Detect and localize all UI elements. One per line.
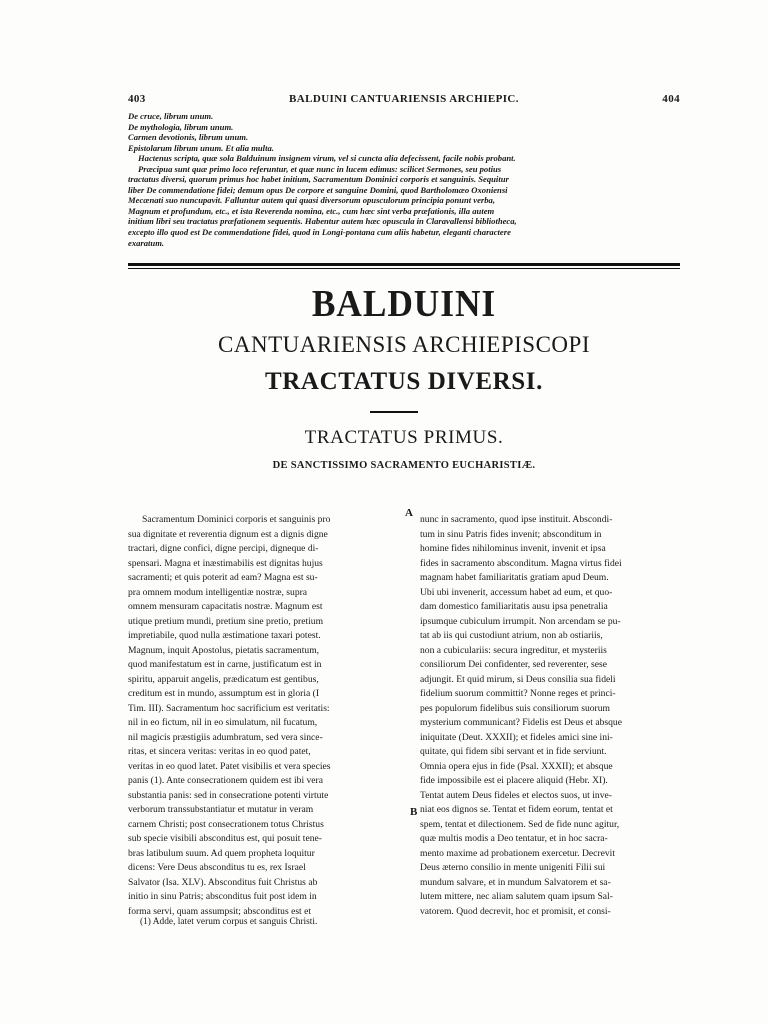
preliminary-notes bbox=[128, 111, 680, 248]
text-line: adjungit. Et quid mirum, si Deus consilia sua fideli bbox=[420, 673, 616, 685]
text-line: iniquitate (Deut. XXXII); et fideles amici sine ini- bbox=[420, 731, 613, 743]
text-line: sub specie visibili absconditus est, qui posuit tene- bbox=[128, 833, 322, 844]
text-line: spem, tentat et dilectionem. Sed de fide nunc agitur, bbox=[420, 818, 620, 830]
text-line: Tentat autem Deus fideles et electos suos, ut inve- bbox=[420, 789, 612, 801]
text-line: Omnia opera ejus in fide (Psal. XXXII); et absque bbox=[420, 760, 613, 772]
text-line: mundum salvare, et in mundum Salvatorem et sa- bbox=[420, 876, 611, 888]
text-line: fide impossibile est ei placere aliquid (Hebr. XI). bbox=[420, 775, 608, 786]
text-line: spiritu, apparuit angelis, prædicatum est gentibus, bbox=[128, 673, 319, 685]
text-line: carnem Christi; post consecrationem totus Christus bbox=[128, 818, 324, 830]
text-line: Salvator (Isa. XLV). Absconditus fuit Christus ab bbox=[128, 876, 318, 888]
text-line: Deus æterno consilio in mente unigeniti Filii sui bbox=[420, 862, 606, 873]
tract-subtitle: DE SANCTISSIMO SACRAMENTO EUCHARISTIÆ. bbox=[272, 460, 536, 471]
note-line: Epistolarum librum unum. Et alia multa. bbox=[128, 142, 274, 153]
note-line: liber De commendatione fidei; demum opus De corpore et sanguine Domini, quod Bartholomæo Oxoniensi bbox=[128, 184, 508, 195]
text-line: initio in sinu Patris; absconditus fuit post idem in bbox=[128, 891, 317, 902]
text-column-left bbox=[128, 513, 400, 919]
text-line: nil magicis præstigiis adumbratum, sed vera since- bbox=[128, 731, 323, 743]
text-line: spensari. Magna et inæstimabilis est dignitas hujus bbox=[128, 557, 323, 569]
text-line: Magnum, inquit Apostolus, pietatis sacramentum, bbox=[128, 644, 320, 656]
text-line: non a cubiculariis: secura ingreditur, et mysteriis bbox=[420, 644, 607, 656]
text-line: tractari, digne confici, digne percipi, digneque di- bbox=[128, 543, 319, 554]
tract-title: TRACTATUS PRIMUS. bbox=[304, 427, 504, 448]
column-marker-a: A bbox=[405, 507, 413, 519]
header-rule-thin bbox=[128, 268, 680, 269]
text-line: quitate, qui fidem sibi servant et in fide serviunt. bbox=[420, 746, 607, 757]
text-line: utique pretium mundi, pretium sine pretio, pretium bbox=[128, 615, 324, 627]
text-line: niat eos dignos se. Tentat et fidem eorum, tentat et bbox=[420, 804, 613, 815]
text-line: dicens: Vere Deus absconditus tu es, rex Israel bbox=[128, 862, 306, 873]
page-number-left: 403 bbox=[128, 93, 146, 105]
text-line: bras latibulum suum. Ad quem propheta loquitur bbox=[128, 847, 315, 859]
page-number-right: 404 bbox=[662, 93, 680, 105]
text-line: magnam habet familiaritatis gratiam apud Deum. bbox=[420, 572, 609, 583]
text-line: verborum transsubstantiatur et mutatur in veram bbox=[128, 804, 314, 815]
text-line: omnem mensuram capacitatis nostræ. Magnum est bbox=[128, 601, 323, 612]
note-line: initium libri seu tractatus præfationem sequentis. Habentur autem hæc opuscula in Claravallensi bibliotheca, bbox=[128, 216, 517, 227]
text-line: nunc in sacramento, quod ipse instituit. Abscondi- bbox=[420, 514, 613, 525]
note-line: De cruce, librum unum. bbox=[128, 111, 214, 121]
footnote: (1) Adde, latet verum corpus et sanguis Christi. bbox=[140, 917, 318, 927]
work-subtitle-tracts: TRACTATUS DIVERSI. bbox=[265, 368, 543, 395]
running-title: BALDUINI CANTUARIENSIS ARCHIEPIC. bbox=[289, 93, 519, 105]
note-line: Mecænati suo nuncupavit. Falluntur autem qui quasi diversorum opusculorum principia ponunt verba, bbox=[128, 195, 495, 206]
text-line: Sacramentum Dominici corporis et sanguinis pro bbox=[142, 514, 331, 525]
note-line: Carmen devotionis, librum unum. bbox=[128, 132, 249, 143]
text-line: pra omnem modum intelligentiæ nostræ, supra bbox=[128, 586, 308, 598]
text-line: mysterium communicant? Fidelis est Deus et absque bbox=[420, 717, 622, 728]
header-rule-thick bbox=[128, 263, 680, 266]
text-line: tat ab iis qui custodiunt atrium, non ab ostiariis, bbox=[420, 630, 603, 641]
work-title: BALDUINI bbox=[311, 283, 497, 325]
text-column-right bbox=[420, 513, 682, 919]
text-line: ritas, et sincera veritas: veritas in eo quod patet, bbox=[128, 746, 311, 757]
text-line: homine fides nihilominus invenit, invenit et ipsa bbox=[420, 543, 606, 554]
text-line: Tim. III). Sacramentum hoc sacrificium est veritatis: bbox=[128, 702, 330, 714]
note-line: De mythologia, librum unum. bbox=[128, 121, 234, 132]
text-line: mento maxime ad probationem exercetur. Decrevit bbox=[420, 847, 615, 859]
note-line: Præcipua sunt quæ primo loco referuntur, et quæ nunc in lucem edimus: scilicet Sermones, seu potius bbox=[138, 163, 502, 174]
note-line: tractatus diversi, quorum primus hoc habet initium, Sacramentum Dominici corporis et sanguinis. Sequitur bbox=[128, 174, 509, 185]
note-line: exaratum. bbox=[128, 237, 165, 248]
text-line: lutem mittere, nec aliam salutem quam ipsum Sal- bbox=[420, 891, 613, 902]
text-line: creditum est in mundo, assumptum est in gloria (I bbox=[128, 688, 320, 699]
text-line: quod manifestatum est in carne, justificatum est in bbox=[128, 659, 322, 670]
text-line: quæ multis modis a Deo tentatur, et in hoc sacra- bbox=[420, 833, 608, 844]
work-subtitle-author: CANTUARIENSIS ARCHIEPISCOPI bbox=[218, 332, 590, 357]
text-line: panis (1). Ante consecrationem quidem est ibi vera bbox=[128, 775, 324, 786]
text-line: consiliorum Dei confidenter, sed reverenter, sese bbox=[420, 659, 608, 670]
text-line: Ubi ubi invenerit, accessum habet ad eum, et quo- bbox=[420, 586, 613, 598]
text-line: substantia panis: sed in consecratione potenti virtute bbox=[128, 789, 329, 801]
note-line: Hactenus scripta, quæ sola Balduinum insignem virum, vel si cuncta alia defecissent, facile nobis probant. bbox=[138, 153, 516, 164]
text-line: fidelium suorum committit? Nonne reges et princi- bbox=[420, 688, 616, 699]
text-line: ipsumque cubiculum irrumpit. Non arcendam se pu- bbox=[420, 615, 621, 627]
title-divider bbox=[370, 411, 418, 413]
text-line: pes populorum fidelibus suis consiliorum suorum bbox=[420, 702, 611, 714]
text-line: dam domestico familiaritatis ausu ipsa penetralia bbox=[420, 601, 608, 612]
text-line: sacramenti; et quis poterit ad eam? Magna est su- bbox=[128, 572, 318, 583]
running-head bbox=[128, 93, 680, 109]
text-line: veritas in eo quod latet. Patet visibilis et vera species bbox=[128, 760, 331, 772]
text-line: nil in eo fictum, nil in eo simulatum, nil fucatum, bbox=[128, 717, 318, 728]
text-line: sua dignitate et reverentia dignum est a dignis digne bbox=[128, 528, 328, 540]
text-line: tum in sinu Patris fides invenit; absconditum in bbox=[420, 528, 602, 540]
note-line: Magnum et profundum, etc., et ista Reverenda nomina, etc., cum hæc sint verba præfationis, illa autem bbox=[128, 205, 495, 216]
column-marker-b: B bbox=[410, 806, 418, 818]
text-line: fides in sacramento absconditum. Magna virtus fidei bbox=[420, 557, 622, 569]
text-line: vatorem. Quod decrevit, hoc et promisit, et consi- bbox=[420, 905, 611, 917]
note-line: excepto illo quod est De commendatione fidei, quod in Longi-pontana cum aliis habetur, eleganti charactere bbox=[128, 227, 511, 238]
text-line: forma servi, quam assumpsit; absconditus est et bbox=[128, 905, 312, 917]
text-line: impretiabile, quod nulla æstimatione taxari potest. bbox=[128, 630, 321, 641]
